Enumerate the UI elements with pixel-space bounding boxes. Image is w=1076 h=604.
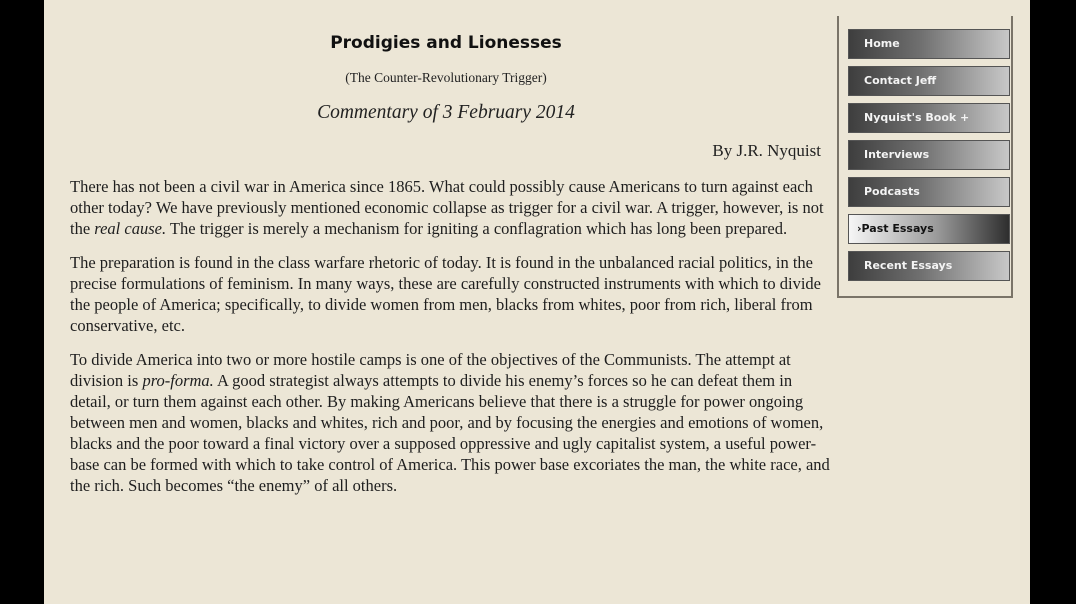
paragraph-1-emphasis: real cause. bbox=[94, 219, 167, 238]
paragraph-3-emphasis: pro-forma. bbox=[142, 371, 214, 390]
paragraph-3-text-end: A good strategist always attempts to divide his enemy’s forces so he can defeat them in detail, or turn them against each other. By making Americans believe that there is a struggle for power ongoing between men and women, blacks and whites, rich and poor, and by focusing the energies and emotions of women, blacks and the poor toward a final victory over a supposed oppressive and ugly capitalist system, a useful power-base can be formed with which to take control of America. This power base excoriates the man, the white race, and the rich. Such becomes “the enemy” of all others. bbox=[70, 371, 830, 495]
article-date: Commentary of 3 February 2014 bbox=[317, 102, 575, 123]
nav-recent-essays-button[interactable]: Recent Essays bbox=[848, 251, 1010, 281]
paragraph-1-text: There has not been a civil war in America since 1865. What could possibly cause Americans to turn against each other today? We have previously mentioned economic collapse as trigger for a civil war. A trigger, however, is not the bbox=[70, 177, 824, 238]
paragraph-1-text-end: The trigger is merely a mechanism for igniting a conflagration which has long been prepared. bbox=[166, 219, 788, 238]
nav-contact-button[interactable]: Contact Jeff bbox=[848, 66, 1010, 96]
paragraph-3-text: To divide America into two or more hostile camps is one of the objectives of the Communists. The attempt at division is bbox=[70, 350, 791, 390]
nav-podcasts-button[interactable]: Podcasts bbox=[848, 177, 1010, 207]
article-byline: By J.R. Nyquist bbox=[712, 141, 821, 160]
paragraph-2 bbox=[70, 252, 830, 336]
nav-interviews-button[interactable]: Interviews bbox=[848, 140, 1010, 170]
paragraph-3 bbox=[70, 349, 830, 496]
nav-menu bbox=[837, 16, 1013, 298]
article-subtitle: (The Counter-Revolutionary Trigger) bbox=[345, 70, 547, 85]
article-body bbox=[70, 176, 830, 509]
article-title: Prodigies and Lionesses bbox=[330, 33, 562, 53]
nav-book-button[interactable]: Nyquist's Book + bbox=[848, 103, 1010, 133]
paragraph-1 bbox=[70, 176, 830, 239]
paragraph-2-text: The preparation is found in the class warfare rhetoric of today. It is found in the unbalanced racial politics, in the precise formulations of feminism. In many ways, these are carefully constructed instruments with which to divide the people of America; specifically, to divide women from men, blacks from whites, poor from rich, liberal from conservative, etc. bbox=[70, 253, 822, 335]
nav-home-button[interactable]: Home bbox=[848, 29, 1010, 59]
page bbox=[44, 0, 1030, 604]
nav-past-essays-button[interactable]: ›Past Essays bbox=[848, 214, 1010, 244]
